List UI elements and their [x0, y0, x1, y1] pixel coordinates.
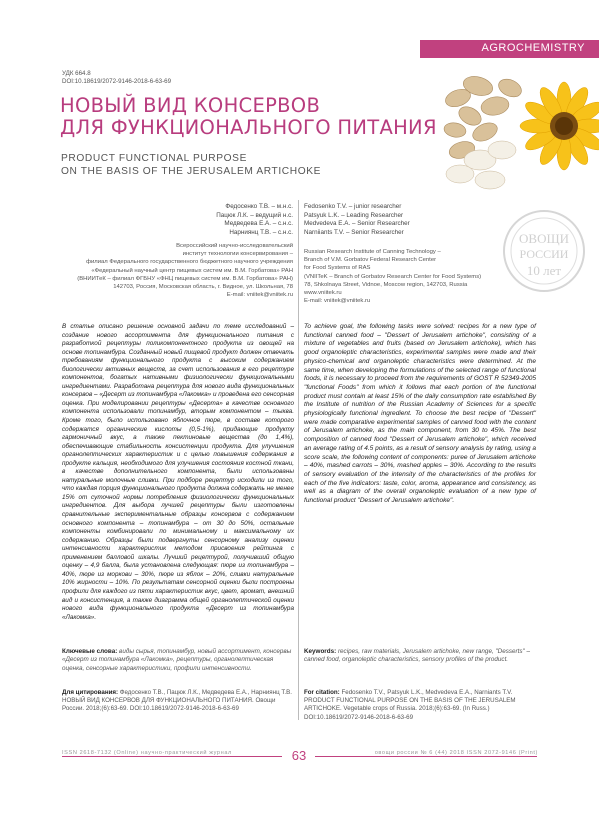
keywords-ru — [62, 648, 294, 673]
citation-ru — [62, 689, 294, 714]
authors-en — [304, 203, 474, 238]
affiliation-en-line: for Food Systems of RAS — [304, 265, 371, 272]
udk-doi-block — [62, 70, 171, 86]
artichoke-flower-photo — [440, 68, 599, 198]
affiliation-ru-line: 142703, Россия, Московская область, г. Видное, ул. Школьная, 78 — [113, 284, 293, 291]
title-ru-line-1: НОВЫЙ ВИД КОНСЕРВОВ — [60, 94, 321, 117]
title-ru-line-2: ДЛЯ ФУНКЦИОНАЛЬНОГО ПИТАНИЯ — [60, 116, 437, 139]
affiliation-en-email[interactable]: E-mail: vniitek@vniitek.ru — [304, 298, 371, 305]
author-en: Fedosenko T.V. – junior researcher — [304, 203, 402, 210]
title-en — [61, 153, 321, 178]
anniversary-seal — [500, 205, 588, 300]
column-divider — [298, 200, 299, 720]
udk: УДК 664.8 — [62, 70, 91, 77]
author-ru: Нарниянц Т.В. – с.н.с. — [229, 229, 293, 237]
footer-rule-left — [62, 756, 282, 757]
affiliation-en-website[interactable]: www.vniitek.ru — [304, 290, 342, 297]
affiliation-ru-line: (ВНИИТеК – филиал ФГБНУ «ФНЦ пищевых систем им. В.М. Горбатова» РАН) — [77, 275, 293, 282]
keywords-ru-label: Ключевые слова: — [62, 648, 118, 655]
footer-rule-right — [315, 756, 537, 757]
affiliation-en-line: Branch of V.M. Gorbatov Federal Research Center — [304, 257, 437, 264]
affiliation-en-line: 78, Shkolnaya Street, Vidnoe, Moscow region, 142703, Russia — [304, 281, 468, 288]
keywords-en-text: recipes, raw materials, Jerusalem artichoke, new range, "Desserts" – canned food, organoleptic characteristics, sensory profiles of the product. — [304, 648, 531, 664]
author-en: Medvedeva E.A. – Senior Researcher — [304, 220, 410, 228]
seal-line-2: РОССИИ — [519, 247, 569, 261]
seal-line-3: 10 лет — [526, 263, 562, 278]
affiliation-ru-line: Всероссийский научно-исследовательский — [176, 243, 293, 249]
affiliation-ru — [62, 242, 293, 299]
author-ru: Медведева Е.А. – с.н.с. — [224, 220, 293, 228]
abstract-ru: В статье описано решение основной задачи по теме исследований – создание нового ассортимента для функционального питания с разработкой рецептуры поликомпонентного продукта из овощей на основе топинамбура. Созданный новый пищевой продукт должен отвечать требованиям функционального продукта с высоким содержанием биологически активных веществ, за счет использования в его рецептуре компонентов, богатых нативными физиологически функциональными ингредиентами. Разработана рецептура для нового вида функциональных консервов – «Десерт из топинамбура «Лакомка» и проведена его сенсорная оценка. При моделировании рецептуры «Десерта» в качестве основного компонента использовали топинамбур, вторым компонентом – тыква. Кроме того, было использовано яблочное пюре, в составе которого содержатся органические кислоты (0,5-1%), придающие продукту гармоничный вкус, а также пектиновые вещества (до 1,4%), обеспечивающие стабильность консистенции продукта. Для улучшения органолептических характеристик и с целью повышения содержания в продукте кальция, необходимого для улучшения состояния костной ткани, в качестве дополнительного компонента, были использованы натуральные молочные сливки. При подборе рецептур исходили из того, что каждая порция функционального продукта должна содержать не менее 15% от суточной нормы потребления физиологически функциональных ингредиентов. Для выбора лучшей рецептуры были изготовлены сравнительные экспериментальные образцы консервов с содержанием основного компонента – топинамбура – от 30 до 50%, остальные компоненты комбинировали по минимальному и максимальному их содержанию. Образцы были подвергнуты сенсорному анализу оценки интенсивности характеристик методом присвоения рейтинга с применением балловой шкалы. Лучший рецептурой, получивший общую оценку – 4,9 балла, была установлена следующая: пюре из топинамбура – 40%, пюре из моркови – 30%, пюре из яблок – 20%, сливки натуральные 10% жирности – 10%. По результатам сенсорной оценки были построены профили для каждого из пяти характеристик вкус, цвет, аромат, внешний вид и консистенция, а также диаграмма общей органолептической оценки нового вида функционального продукта «Десерт из топинамбура «Лакомка». — [62, 323, 294, 621]
section-header-bar — [420, 40, 599, 58]
title-en-line-2: ON THE BASIS OF THE JERUSALEM ARTICHOKE — [61, 165, 322, 177]
citation-ru-label: Для цитирования: — [62, 689, 119, 696]
author-en: Narniiants T.V. – Senior Researcher — [304, 229, 404, 237]
citation-en — [304, 689, 536, 722]
seal-line-1: ОВОЩИ — [519, 231, 569, 246]
abstract-en: To achieve goal, the following tasks were solved: recipes for a new type of functional canned food – "Dessert of Jerusalem artichoke", consisting of a mixture of vegetables and fruits (based on Jerusalem artichoke), which has good organoleptic characteristics, experimental samples were made and their physico-chemical and organoleptic characteristics were determined. At the same time, when developing the formulations of the selected range of functional foods, it is necessary to proceed from the requirements of GOST R 52349-2005 "functional Foods" from which it follows that each portion of the functional product must contain at least 15% of the daily consumption rate established By the Institute of nutrition of the Russian Academy of Sciences for a specific physiologically functional ingredient. To choose the best recipe of "Dessert" were made comparative experimental samples of canned food with the content of Jerusalem artichoke, as the main component, from 30 to 45%. The best composition of canned food "Dessert of Jerusalem artichoke", which received an average rating of 4.5 points, as a result of sensory analysis by rating, using a score scale, the following content of components: puree of Jerusalem artichoke – 40%, mashed carrots – 30%, mashed apples – 30%. According to the results of sensory evaluation of the intensity of the characteristics of the profiles for each of the five indicators: taste, color, aroma, appearance and consistency, as well as a diagram of the overall organoleptic evaluation of a new type of functional product "Dessert of Jerusalem artichoke". — [304, 323, 536, 505]
affiliation-en-line: Russian Research Institute of Canning Technology – — [304, 249, 441, 255]
keywords-en-label: Keywords: — [304, 648, 337, 655]
author-ru: Пацюк Л.К. – ведущий н.с. — [216, 211, 293, 219]
author-ru: Федосенко Т.В. – м.н.с. — [225, 203, 293, 210]
title-en-line-1: PRODUCT FUNCTIONAL PURPOSE — [61, 153, 247, 164]
citation-ru-text: Федосенко Т.В., Пацюк Л.К., Медведева Е.А., Нарниянц Т.В. НОВЫЙ ВИД КОНСЕРВОВ ДЛЯ ФУНКЦИОНАЛЬНОГО ПИТАНИЯ. Овощи России. 2018;(6):63-69. DOI:10.18619/2072-9146-2018-6-63-69 — [62, 689, 293, 713]
section-label: AGROCHEMISTRY — [481, 42, 585, 54]
doi: DOI:10.18619/2072-9146-2018-6-63-69 — [62, 78, 172, 85]
affiliation-en-line: (VNIITeK – Branch of Gorbatov Research Center for Food Systems) — [304, 273, 482, 280]
page-number: 63 — [291, 748, 307, 763]
authors-ru — [130, 203, 293, 238]
author-en: Patsyuk L.K. – Leading Researcher — [304, 211, 404, 219]
affiliation-en — [304, 248, 504, 305]
affiliation-ru-line: «Федеральный научный центр пищевых систем им. В.М. Горбатова» РАН — [91, 267, 293, 274]
citation-en-label: For citation: — [304, 689, 340, 696]
citation-en-text: Fedosenko T.V., Patsyuk L.K., Medvedeva E.A., Narniants T.V. PRODUCT FUNCTIONAL PURPOSE ON THE BASIS OF THE JERUSALEM ARTICHOKE. Vegetable crops of Russia. 2018;(6):63-69. (In Russ.) DOI:10.18619/2072-9146-2018-6-63-69 — [304, 689, 516, 721]
affiliation-ru-line: филиал Федерального государственного бюджетного научного учреждения — [86, 259, 293, 266]
footer-left-text: ISSN 2618-7132 (Online) научно-практический журнал — [62, 750, 282, 756]
affiliation-ru-email[interactable]: E-mail: vniitek@vniitek.ru — [226, 292, 293, 299]
page-footer — [0, 748, 599, 764]
affiliation-ru-line: институт технологии консервирования – — [182, 251, 293, 258]
keywords-en — [304, 648, 536, 665]
footer-right-text: овощи россии № 6 (44) 2018 ISSN 2072-9146 (Print) — [374, 750, 538, 756]
keywords-ru-text: виды сырья, топинамбур, новый ассортимент, консервы «Десерт из топинамбура «Лакомка», рецептуры, органолептическая оценка, сенсорные характеристики, профили интенсивности. — [62, 648, 292, 672]
title-ru — [60, 95, 437, 139]
